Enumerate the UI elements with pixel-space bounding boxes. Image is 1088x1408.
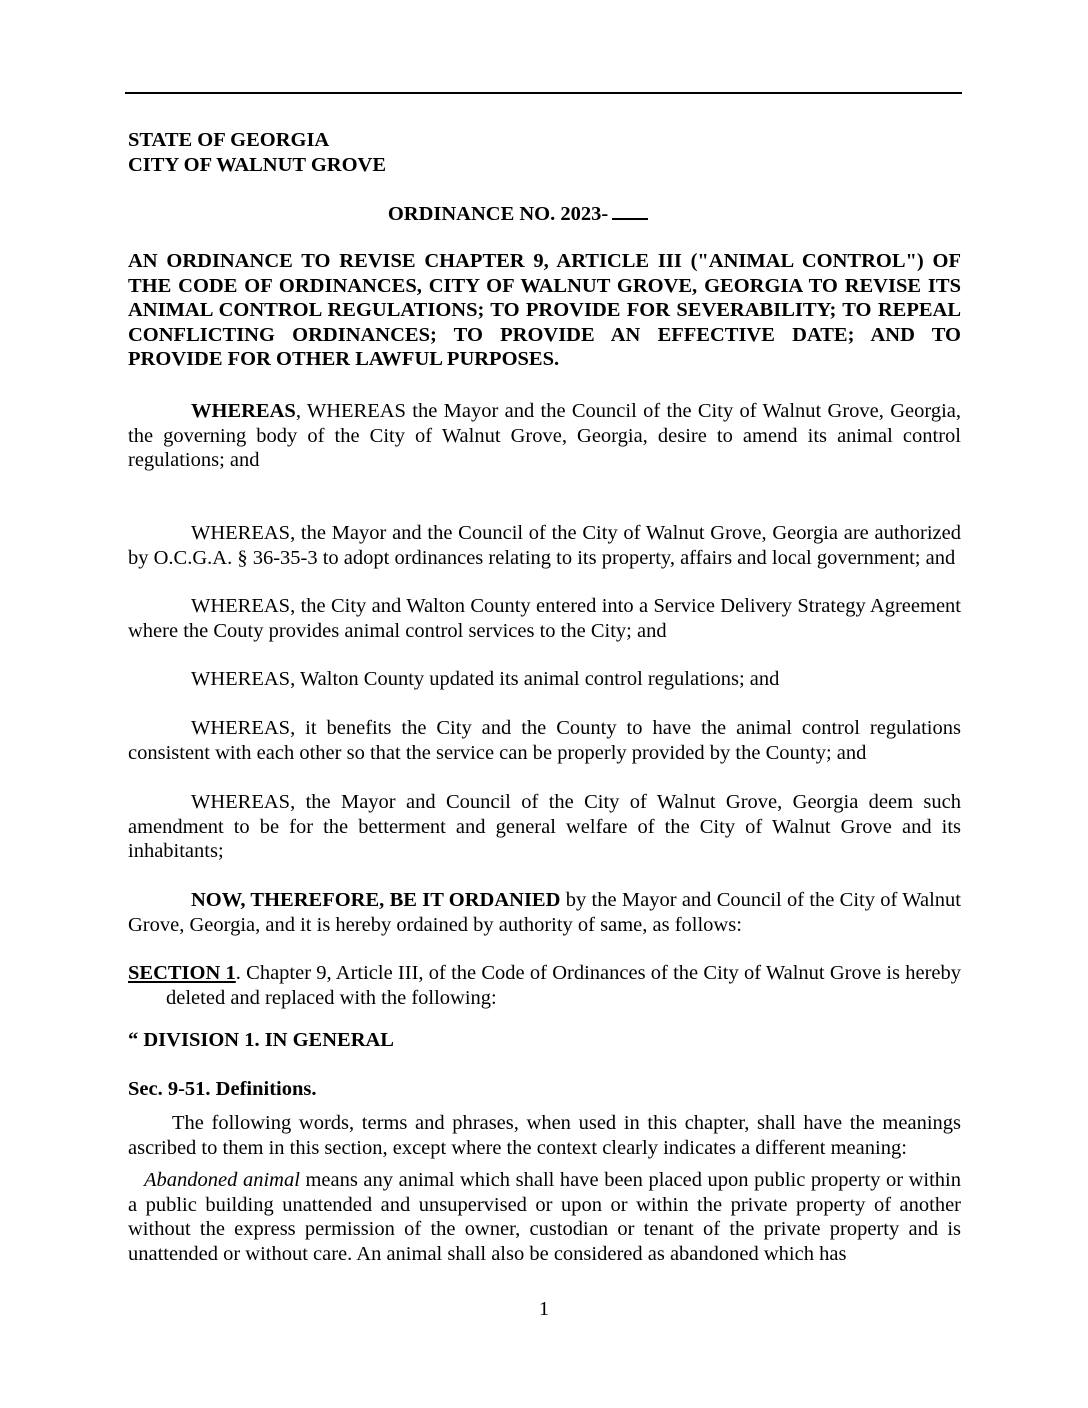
whereas-4: WHEREAS, Walton County updated its animal control regulations; and [191,668,780,690]
whereas-5: WHEREAS, it benefits the City and the County to have the animal control regulations consistent with each other so that the service can be properly provided by the County; and [128,717,961,764]
definition-text: means any animal which shall have been placed upon public property or within a public building unattended and unsupervised or upon or within the private property of another without the express permission of the owner, custodian or tenant of the private property and is unattended or without care. An animal shall also be considered as abandoned which has [128,1169,961,1265]
section-heading: Sec. 9-51. Definitions. [128,1078,317,1100]
section-1 [128,961,961,1010]
whereas-1 [128,399,961,473]
ordinance-number-label: ORDINANCE NO. 2023- [387,203,609,225]
whereas-3: WHEREAS, the City and Walton County entered into a Service Delivery Strategy Agreement where the Couty provides animal control services to the City; and [128,595,961,642]
state-line: STATE OF GEORGIA [128,129,330,151]
division-heading: “ DIVISION 1. IN GENERAL [128,1029,394,1051]
ordinance-number-blank [612,200,648,220]
definition-abandoned-animal [128,1168,961,1266]
ordain-lead: NOW, THEREFORE, BE IT ORDANIED [191,889,561,911]
section-1-text: . Chapter 9, Article III, of the Code of Ordinances of the City of Walnut Grove is hereby deleted and replaced with the following: [166,962,962,1009]
ordain-text: by the Mayor and Council of the City of Walnut Grove, Georgia, and it is hereby ordained by authority of same, as follows: [128,889,961,936]
page-number: 1 [538,1298,550,1320]
ordain-clause [128,888,961,937]
state-heading [128,128,961,177]
ordinance-title: AN ORDINANCE TO REVISE CHAPTER 9, ARTICLE III ("ANIMAL CONTROL") OF THE CODE OF ORDINANCES, CITY OF WALNUT GROVE, GEORGIA TO REVISE ITS ANIMAL CONTROL REGULATIONS; TO PROVIDE FOR SEVERABILITY; TO REPEAL CONFLICTING ORDINANCES; TO PROVIDE AN EFFECTIVE DATE; AND TO PROVIDE FOR OTHER LAWFUL PURPOSES. [128,250,961,370]
whereas-2: WHEREAS, the Mayor and the Council of the City of Walnut Grove, Georgia are authorized by O.C.G.A. § 36-35-3 to adopt ordinances relating to its property, affairs and local government; and [128,522,961,569]
whereas-1-lead: WHEREAS [191,400,296,422]
section-1-label: SECTION 1 [128,962,236,984]
ordinance-number [128,200,908,227]
whereas-6: WHEREAS, the Mayor and Council of the City of Walnut Grove, Georgia deem such amendment to be for the betterment and general welfare of the City of Walnut Grove and its inhabitants; [128,791,961,862]
city-line: CITY OF WALNUT GROVE [128,153,387,176]
whereas-1-text: , WHEREAS the Mayor and the Council of the City of Walnut Grove, Georgia, the governing body of the City of Walnut Grove, Georgia, desire to amend its animal control regulations; and [128,400,961,471]
definition-term: Abandoned animal [144,1169,300,1191]
header-rule [125,92,962,94]
definitions-intro: The following words, terms and phrases, when used in this chapter, shall have the meanings ascribed to them in this section, except where the context clearly indicates a different meaning: [128,1112,961,1159]
